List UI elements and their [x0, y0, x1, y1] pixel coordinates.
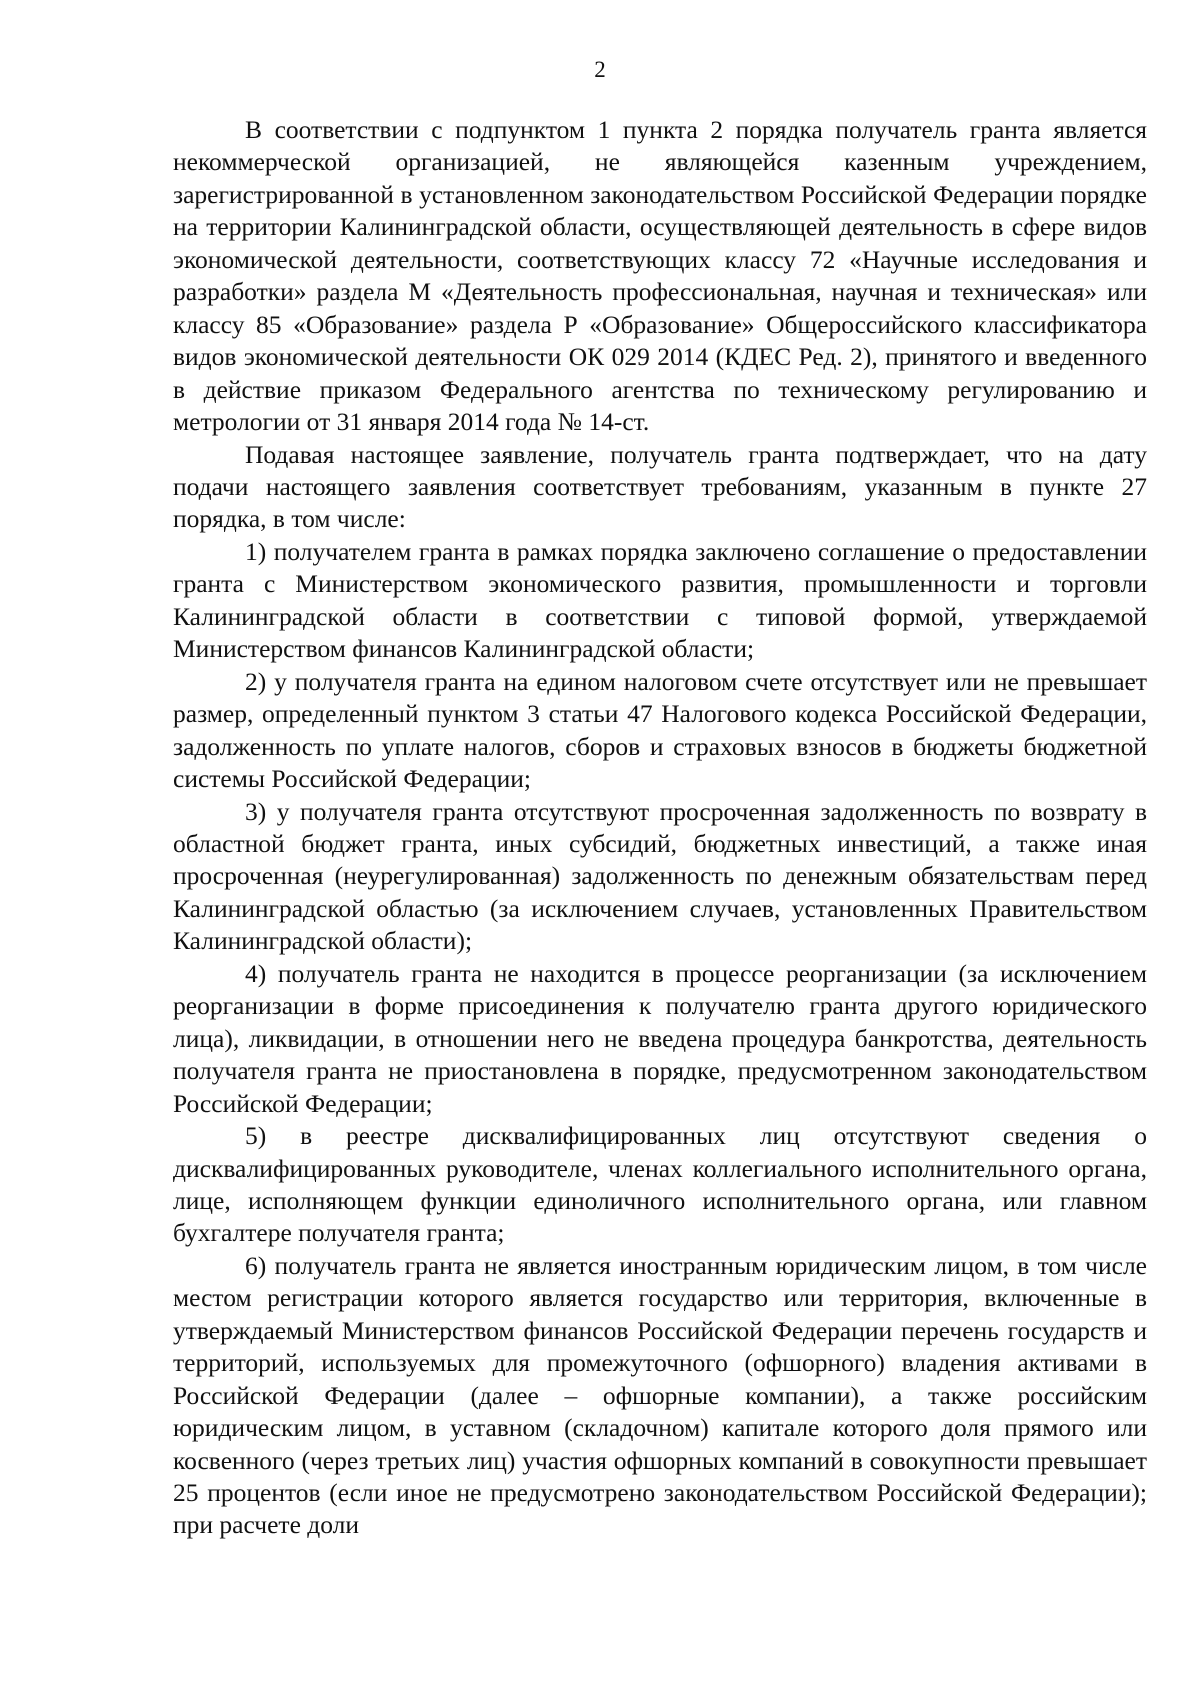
paragraph-item-3: 3) у получателя гранта отсутствуют просроченная задолженность по возврату в областной бюджет гранта, иных субсидий, бюджетных инвестиций, а также иная просроченная (неурегулированная) задолженность по денежным обязательствам перед Калининградской областью (за исключением случаев, установленных Правительством Калининградской области); — [173, 796, 1147, 956]
paragraph-item-6: 6) получатель гранта не является иностранным юридическим лицом, в том числе местом регистрации которого является государство или территория, включенные в утверждаемый Министерством финансов Российской Федерации перечень государств и территорий, используемых для промежуточного (офшорного) владения активами в Российской Федерации (далее – офшорные компании), а также российским юридическим лицом, в уставном (складочном) капитале которого доля прямого или косвенного (через третьих лиц) участия офшорных компаний в совокупности превышает 25 процентов (если иное не предусмотрено законодательством Российской Федерации); при расчете доли — [173, 1250, 1147, 1540]
document-body — [173, 114, 1147, 1542]
page-number: 2 — [594, 57, 606, 82]
paragraph-item-5: 5) в реестре дисквалифицированных лиц отсутствуют сведения о дисквалифицированных руководителе, членах коллегиального исполнительного органа, лице, исполняющем функции единоличного исполнительного органа, или главном бухгалтере получателя гранта; — [173, 1121, 1147, 1248]
paragraph-item-4: 4) получатель гранта не находится в процессе реорганизации (за исключением реорганизации в форме присоединения к получателю гранта другого юридического лица), ликвидации, в отношении него не введена процедура банкротства, деятельность получателя гранта не приостановлена в порядке, предусмотренном законодательством Российской Федерации; — [173, 958, 1147, 1118]
paragraph-item-2: 2) у получателя гранта на едином налоговом счете отсутствует или не превышает размер, определенный пунктом 3 статьи 47 Налогового кодекса Российской Федерации, задолженность по уплате налогов, сборов и страховых взносов в бюджеты бюджетной системы Российской Федерации; — [173, 666, 1147, 794]
paragraph-item-1: 1) получателем гранта в рамках порядка заключено соглашение о предоставлении гранта с Министерством экономического развития, промышленности и торговли Калининградской области в соответствии с типовой формой, утверждаемой Министерством финансов Калининградской области; — [173, 536, 1147, 664]
paragraph-confirmation: Подавая настоящее заявление, получатель гранта подтверждает, что на дату подачи настоящего заявления соответствует требованиям, указанным в пункте 27 порядка, в том числе: — [173, 439, 1147, 534]
paragraph-main-criteria: В соответствии с подпунктом 1 пункта 2 порядка получатель гранта является некоммерческой организацией, не являющейся казенным учреждением, зарегистрированной в установленном законодательством Российской Федерации порядке на территории Калининградской области, осуществляющей деятельность в сфере видов экономической деятельности, соответствующих классу 72 «Научные исследования и разработки» раздела М «Деятельность профессиональная, научная и техническая» или классу 85 «Образование» раздела Р «Образование» Общероссийского классификатора видов экономической деятельности ОК 029 2014 (КДЕС Ред. 2), принятого и введенного в действие приказом Федерального агентства по техническому регулированию и метрологии от 31 января 2014 года № 14-ст. — [173, 115, 1147, 437]
